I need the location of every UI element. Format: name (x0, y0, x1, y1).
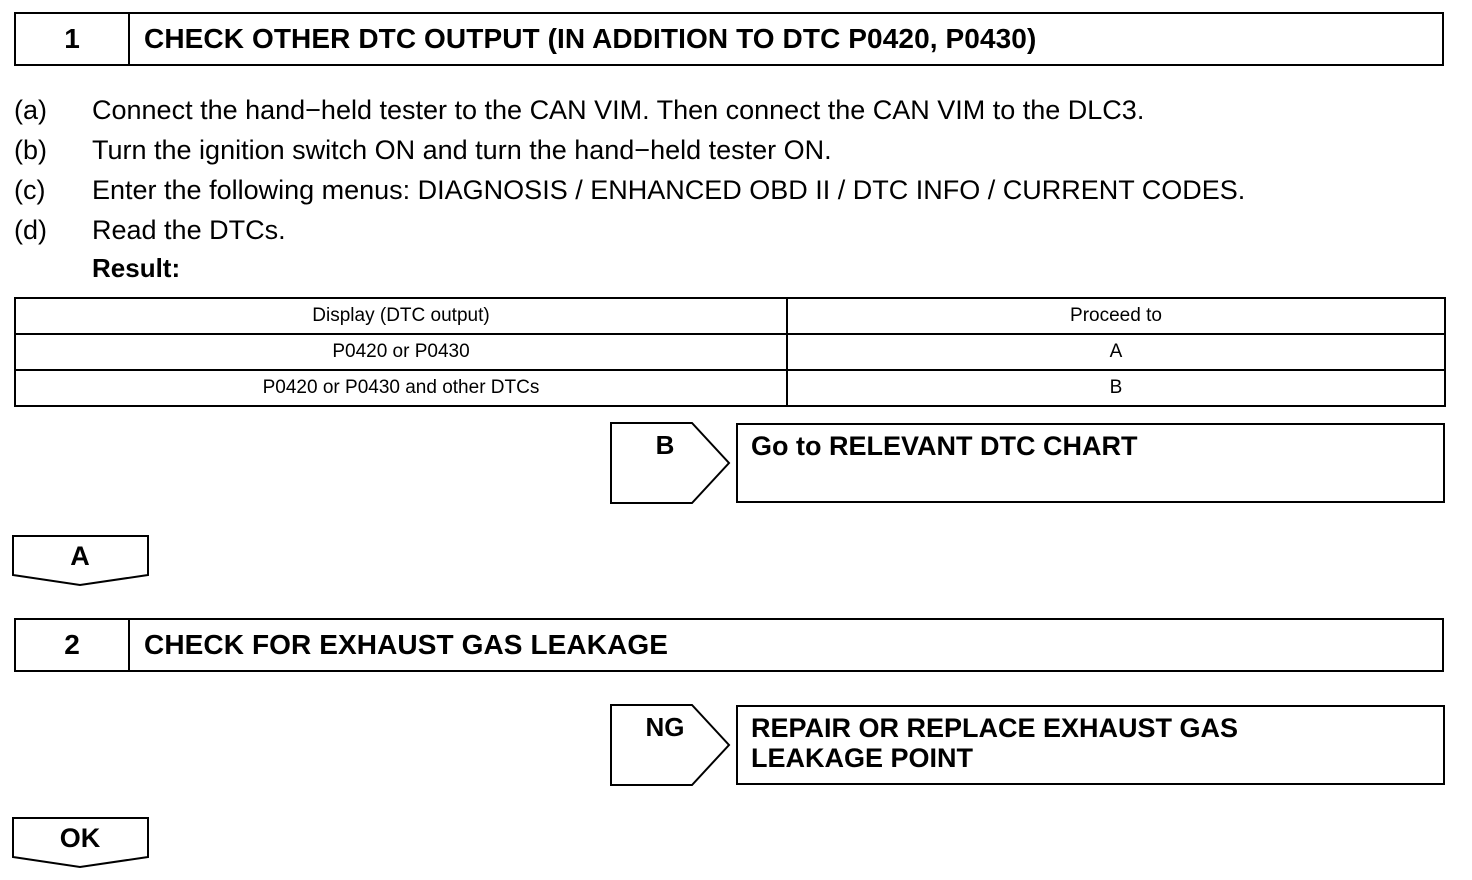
procedure-item-a (14, 94, 1144, 126)
procedure-item-b (14, 134, 832, 166)
table-cell: A (787, 334, 1445, 370)
step-2-header (14, 618, 1444, 672)
procedure-text: Turn the ignition switch ON and turn the hand−held tester ON. (92, 135, 832, 165)
result-label: Result: (92, 253, 181, 283)
table-header-row (15, 298, 1445, 334)
branch-b-action (736, 423, 1445, 503)
branch-ng-label: NG (645, 712, 685, 742)
procedure-label: (d) (14, 215, 47, 245)
step-1-header (14, 12, 1444, 66)
branch-ng-action-line2: LEAKAGE POINT (751, 743, 974, 773)
procedure-label: (c) (14, 175, 46, 205)
result-ok-label: OK (59, 823, 101, 853)
step-1-title: CHECK OTHER DTC OUTPUT (IN ADDITION TO DTC P0420, P0430) (144, 23, 1037, 54)
table-header-proceed: Proceed to (787, 298, 1445, 334)
step-1-number: 1 (16, 14, 130, 64)
table-cell: P0420 or P0430 (15, 334, 787, 370)
procedure-text: Enter the following menus: DIAGNOSIS / ENHANCED OBD II / DTC INFO / CURRENT CODES. (92, 175, 1246, 205)
procedure-text: Read the DTCs. (92, 215, 286, 245)
branch-b-label: B (655, 430, 675, 460)
procedure-item-c (14, 174, 1245, 206)
table-row (15, 370, 1445, 406)
result-a-pointer (12, 535, 150, 587)
step-2-title: CHECK FOR EXHAUST GAS LEAKAGE (144, 629, 669, 660)
branch-b-arrow (610, 422, 732, 506)
result-ok-pointer (12, 817, 150, 869)
result-table (14, 297, 1446, 407)
table-cell: P0420 or P0430 and other DTCs (15, 370, 787, 406)
table-row (15, 334, 1445, 370)
table-header-display: Display (DTC output) (15, 298, 787, 334)
branch-ng-action (736, 705, 1445, 785)
result-a-label: A (70, 541, 90, 571)
procedure-label: (b) (14, 135, 47, 165)
procedure-label: (a) (14, 95, 47, 125)
procedure-text: Connect the hand−held tester to the CAN VIM. Then connect the CAN VIM to the DLC3. (92, 95, 1145, 125)
branch-b-action-text: Go to RELEVANT DTC CHART (751, 431, 1138, 461)
procedure-item-d (14, 214, 286, 246)
table-cell: B (787, 370, 1445, 406)
step-2-number: 2 (16, 620, 130, 670)
branch-ng-action-line1: REPAIR OR REPLACE EXHAUST GAS (751, 713, 1239, 743)
branch-ng-arrow (610, 704, 732, 788)
